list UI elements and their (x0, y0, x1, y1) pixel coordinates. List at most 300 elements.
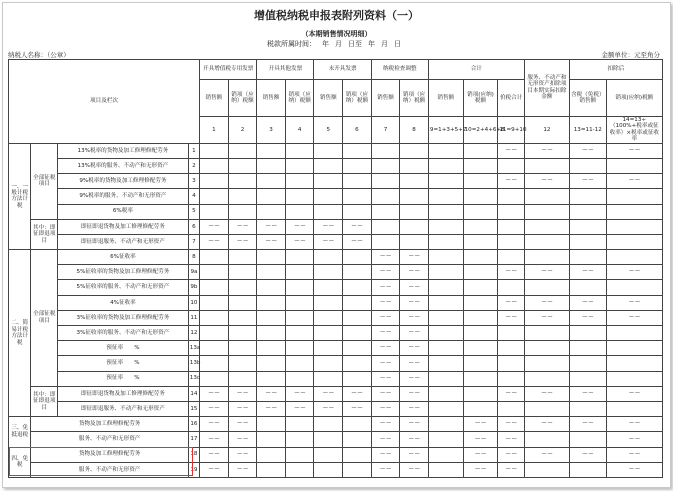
amount-cell[interactable] (314, 143, 343, 158)
amount-cell[interactable] (428, 341, 463, 356)
amount-cell[interactable] (569, 250, 606, 265)
amount-cell[interactable] (257, 371, 286, 386)
amount-cell[interactable] (400, 204, 429, 219)
amount-cell[interactable] (257, 356, 286, 371)
amount-cell[interactable] (285, 265, 314, 280)
amount-cell[interactable] (569, 371, 606, 386)
amount-cell[interactable] (498, 158, 525, 173)
amount-cell[interactable] (524, 204, 569, 219)
amount-cell[interactable] (257, 174, 286, 189)
amount-cell[interactable] (400, 174, 429, 189)
amount-cell[interactable] (228, 174, 257, 189)
amount-cell[interactable] (428, 158, 463, 173)
amount-cell[interactable] (606, 219, 662, 234)
header-sales-1: 销售额 (200, 80, 229, 116)
row-number: 7 (188, 234, 199, 249)
amount-cell[interactable] (257, 462, 286, 477)
not-applicable-cell: — — (200, 447, 229, 462)
amount-cell[interactable] (371, 204, 400, 219)
amount-cell[interactable] (200, 326, 229, 341)
amount-cell[interactable] (314, 462, 343, 477)
amount-cell[interactable] (569, 341, 606, 356)
amount-cell[interactable] (524, 462, 569, 477)
amount-cell[interactable] (314, 204, 343, 219)
amount-cell[interactable] (400, 234, 429, 249)
amount-cell[interactable] (463, 310, 498, 325)
amount-cell[interactable] (200, 310, 229, 325)
header-total-tax: 销项(应纳)税额 (463, 80, 498, 116)
table-row (9, 158, 663, 173)
amount-cell[interactable] (498, 371, 525, 386)
amount-cell[interactable] (257, 280, 286, 295)
not-applicable-cell: — — (606, 462, 662, 477)
amount-cell[interactable] (569, 356, 606, 371)
amount-cell[interactable] (463, 280, 498, 295)
amount-cell[interactable] (524, 219, 569, 234)
amount-cell[interactable] (463, 250, 498, 265)
amount-cell[interactable] (314, 174, 343, 189)
amount-cell[interactable] (285, 341, 314, 356)
not-applicable-cell: — — (257, 386, 286, 401)
amount-cell[interactable] (400, 143, 429, 158)
amount-cell[interactable] (257, 295, 286, 310)
amount-cell[interactable] (343, 189, 372, 204)
amount-cell[interactable] (606, 158, 662, 173)
amount-cell[interactable] (569, 280, 606, 295)
row-number: 13c (188, 371, 199, 386)
row-label: 3%征收率的服务、不动产和无形资产 (58, 326, 189, 341)
amount-cell[interactable] (606, 250, 662, 265)
table-row (9, 356, 663, 371)
amount-cell[interactable] (285, 250, 314, 265)
amount-cell[interactable] (314, 356, 343, 371)
row-number: 13b (188, 356, 199, 371)
amount-cell[interactable] (228, 310, 257, 325)
amount-cell[interactable] (200, 250, 229, 265)
amount-cell[interactable] (463, 204, 498, 219)
amount-cell[interactable] (463, 189, 498, 204)
period-month-end: 月 (381, 40, 388, 48)
not-applicable-cell: — — (498, 295, 525, 310)
amount-cell[interactable] (428, 143, 463, 158)
row-number: 9b (188, 280, 199, 295)
amount-cell[interactable] (343, 265, 372, 280)
amount-cell[interactable] (285, 462, 314, 477)
not-applicable-cell: — — (343, 386, 372, 401)
not-applicable-cell: — — (463, 447, 498, 462)
amount-cell[interactable] (428, 204, 463, 219)
amount-cell[interactable] (606, 189, 662, 204)
amount-cell[interactable] (498, 204, 525, 219)
amount-cell[interactable] (257, 447, 286, 462)
not-applicable-cell: — — (257, 219, 286, 234)
amount-cell[interactable] (314, 447, 343, 462)
not-applicable-cell: — — (606, 310, 662, 325)
header-sales-3: 销售额 (314, 80, 343, 116)
header-tax-2: 销项（应纳）税额 (285, 80, 314, 116)
not-applicable-cell: — — (400, 280, 429, 295)
table-row (9, 204, 663, 219)
not-applicable-cell: — — (569, 295, 606, 310)
amount-cell[interactable] (498, 234, 525, 249)
amount-cell[interactable] (569, 401, 606, 416)
amount-cell[interactable] (498, 280, 525, 295)
amount-cell[interactable] (343, 250, 372, 265)
amount-cell[interactable] (343, 158, 372, 173)
row-number: 3 (188, 174, 199, 189)
amount-cell[interactable] (285, 326, 314, 341)
amount-cell[interactable] (285, 447, 314, 462)
not-applicable-cell: — — (400, 250, 429, 265)
amount-cell[interactable] (228, 295, 257, 310)
amount-cell[interactable] (343, 371, 372, 386)
not-applicable-cell: — — (498, 386, 525, 401)
amount-cell[interactable] (569, 234, 606, 249)
amount-cell[interactable] (428, 310, 463, 325)
not-applicable-cell: — — (400, 265, 429, 280)
amount-cell[interactable] (428, 295, 463, 310)
not-applicable-cell: — — (371, 265, 400, 280)
amount-cell[interactable] (285, 295, 314, 310)
amount-cell[interactable] (569, 462, 606, 477)
amount-cell[interactable] (428, 265, 463, 280)
header-tax-1: 销项（应纳）税额 (228, 80, 257, 116)
taxpayer-name-label: 纳税人名称：（公章） (8, 51, 70, 59)
row-label: 4%征收率 (58, 295, 189, 310)
amount-cell[interactable] (524, 280, 569, 295)
amount-cell[interactable] (343, 341, 372, 356)
amount-cell[interactable] (228, 189, 257, 204)
amount-cell[interactable] (285, 204, 314, 219)
amount-cell[interactable] (463, 371, 498, 386)
amount-cell[interactable] (343, 432, 372, 447)
not-applicable-cell: — — (569, 143, 606, 158)
amount-cell[interactable] (428, 386, 463, 401)
amount-cell[interactable] (257, 341, 286, 356)
row-number: 11 (188, 310, 199, 325)
amount-cell[interactable] (606, 371, 662, 386)
header-after-tax: 销项(应纳)税额 (606, 80, 662, 116)
amount-cell[interactable] (257, 432, 286, 447)
amount-cell[interactable] (314, 280, 343, 295)
amount-cell[interactable] (285, 174, 314, 189)
amount-cell[interactable] (200, 341, 229, 356)
not-applicable-cell: — — (463, 462, 498, 477)
row-number: 1 (188, 143, 199, 158)
amount-cell[interactable] (228, 158, 257, 173)
amount-cell[interactable] (569, 204, 606, 219)
amount-cell[interactable] (569, 219, 606, 234)
amount-cell[interactable] (257, 143, 286, 158)
amount-cell[interactable] (524, 401, 569, 416)
col-num: 2 (228, 116, 257, 143)
amount-cell[interactable] (371, 189, 400, 204)
not-applicable-cell: — — (200, 432, 229, 447)
amount-cell[interactable] (314, 250, 343, 265)
amount-cell[interactable] (428, 356, 463, 371)
amount-cell[interactable] (314, 432, 343, 447)
amount-cell[interactable] (606, 401, 662, 416)
not-applicable-cell: — — (606, 143, 662, 158)
amount-cell[interactable] (200, 265, 229, 280)
amount-cell[interactable] (524, 158, 569, 173)
amount-cell[interactable] (343, 280, 372, 295)
amount-cell[interactable] (200, 356, 229, 371)
amount-cell[interactable] (200, 174, 229, 189)
not-applicable-cell: — — (371, 250, 400, 265)
table-row (9, 250, 663, 265)
amount-cell[interactable] (428, 326, 463, 341)
amount-cell[interactable] (285, 356, 314, 371)
amount-cell[interactable] (524, 326, 569, 341)
amount-cell[interactable] (343, 143, 372, 158)
header-total-sum: 价税合计 (498, 80, 525, 116)
amount-cell[interactable] (463, 401, 498, 416)
amount-cell[interactable] (400, 158, 429, 173)
amount-cell[interactable] (400, 219, 429, 234)
not-applicable-cell: — — (228, 386, 257, 401)
amount-cell[interactable] (343, 417, 372, 432)
amount-cell[interactable] (257, 326, 286, 341)
amount-cell[interactable] (428, 401, 463, 416)
amount-cell[interactable] (428, 371, 463, 386)
amount-cell[interactable] (463, 158, 498, 173)
amount-cell[interactable] (343, 174, 372, 189)
row-label: 5%征收率的服务、不动产和无形资产 (58, 280, 189, 295)
not-applicable-cell: — — (228, 447, 257, 462)
amount-cell[interactable] (463, 326, 498, 341)
not-applicable-cell: — — (314, 401, 343, 416)
amount-cell[interactable] (228, 326, 257, 341)
amount-cell[interactable] (524, 356, 569, 371)
not-applicable-cell: — — (343, 234, 372, 249)
amount-cell[interactable] (463, 386, 498, 401)
amount-cell[interactable] (498, 356, 525, 371)
amount-cell[interactable] (200, 189, 229, 204)
amount-cell[interactable] (498, 189, 525, 204)
amount-cell[interactable] (257, 189, 286, 204)
not-applicable-cell: — — (371, 447, 400, 462)
amount-cell[interactable] (428, 417, 463, 432)
amount-cell[interactable] (463, 265, 498, 280)
amount-cell[interactable] (285, 432, 314, 447)
amount-cell[interactable] (228, 204, 257, 219)
header-item: 项目及栏次 (9, 60, 200, 144)
duty-free-highlight-box (9, 447, 193, 476)
amount-cell[interactable] (200, 143, 229, 158)
not-applicable-cell: — — (371, 462, 400, 477)
amount-cell[interactable] (524, 250, 569, 265)
amount-cell[interactable] (314, 265, 343, 280)
amount-cell[interactable] (285, 280, 314, 295)
amount-cell[interactable] (228, 356, 257, 371)
amount-cell[interactable] (569, 189, 606, 204)
amount-cell[interactable] (257, 158, 286, 173)
amount-cell[interactable] (343, 310, 372, 325)
amount-cell[interactable] (200, 158, 229, 173)
amount-cell[interactable] (498, 250, 525, 265)
col-num: 4 (285, 116, 314, 143)
amount-cell[interactable] (314, 310, 343, 325)
amount-cell[interactable] (463, 341, 498, 356)
not-applicable-cell: — — (371, 326, 400, 341)
amount-cell[interactable] (498, 219, 525, 234)
not-applicable-cell: — — (371, 356, 400, 371)
amount-cell[interactable] (343, 295, 372, 310)
not-applicable-cell: — — (400, 310, 429, 325)
header-deduction: 服务、不动产和无形资产扣除项目本期实际扣除金额 (524, 60, 569, 117)
amount-cell[interactable] (524, 432, 569, 447)
amount-cell[interactable] (371, 234, 400, 249)
row-label: 13%税率的服务、不动产和无形资产 (58, 158, 189, 173)
not-applicable-cell: — — (371, 310, 400, 325)
amount-cell[interactable] (228, 265, 257, 280)
header-sales-2: 销售额 (257, 80, 286, 116)
amount-cell[interactable] (371, 143, 400, 158)
amount-cell[interactable] (314, 341, 343, 356)
amount-cell[interactable] (343, 356, 372, 371)
table-row (9, 310, 663, 325)
amount-cell[interactable] (498, 401, 525, 416)
amount-cell[interactable] (343, 204, 372, 219)
col-num: 6 (343, 116, 372, 143)
row-label: 服务、不动产和无形资产 (31, 432, 188, 447)
not-applicable-cell: — — (400, 371, 429, 386)
amount-cell[interactable] (606, 234, 662, 249)
amount-cell[interactable] (569, 326, 606, 341)
amount-cell[interactable] (257, 250, 286, 265)
amount-cell[interactable] (428, 234, 463, 249)
not-applicable-cell: — — (200, 234, 229, 249)
not-applicable-cell: — — (200, 462, 229, 477)
amount-cell[interactable] (228, 341, 257, 356)
header-sales-4: 销售额 (371, 80, 400, 116)
amount-cell[interactable] (428, 189, 463, 204)
col-num: 10=2+4+6+8 (463, 116, 498, 143)
amount-cell[interactable] (463, 356, 498, 371)
amount-cell[interactable] (285, 143, 314, 158)
amount-cell[interactable] (285, 371, 314, 386)
amount-cell[interactable] (228, 371, 257, 386)
tax-period (267, 39, 407, 49)
amount-cell[interactable] (524, 371, 569, 386)
amount-cell[interactable] (314, 158, 343, 173)
amount-cell[interactable] (314, 189, 343, 204)
amount-cell[interactable] (314, 371, 343, 386)
amount-cell[interactable] (343, 326, 372, 341)
amount-cell[interactable] (463, 143, 498, 158)
amount-cell[interactable] (371, 219, 400, 234)
amount-cell[interactable] (400, 189, 429, 204)
amount-cell[interactable] (200, 280, 229, 295)
not-applicable-cell: — — (498, 174, 525, 189)
section-general: 一、一般计税方法计税 (9, 143, 31, 249)
not-applicable-cell: — — (606, 265, 662, 280)
amount-cell[interactable] (606, 204, 662, 219)
not-applicable-cell: — — (400, 326, 429, 341)
row-number: 2 (188, 158, 199, 173)
amount-cell[interactable] (228, 143, 257, 158)
not-applicable-cell: — — (569, 447, 606, 462)
amount-cell[interactable] (314, 326, 343, 341)
not-applicable-cell: — — (569, 386, 606, 401)
not-applicable-cell: — — (371, 417, 400, 432)
row-number: 14 (188, 386, 199, 401)
amount-cell[interactable] (606, 326, 662, 341)
not-applicable-cell: — — (371, 371, 400, 386)
not-applicable-cell: — — (400, 417, 429, 432)
not-applicable-cell: — — (200, 417, 229, 432)
amount-cell[interactable] (200, 371, 229, 386)
row-number: 6 (188, 219, 199, 234)
amount-cell[interactable] (228, 280, 257, 295)
amount-cell[interactable] (228, 250, 257, 265)
amount-cell[interactable] (463, 234, 498, 249)
amount-cell[interactable] (463, 295, 498, 310)
amount-cell[interactable] (524, 234, 569, 249)
not-applicable-cell: — — (498, 265, 525, 280)
amount-cell[interactable] (371, 158, 400, 173)
amount-cell[interactable] (606, 356, 662, 371)
amount-cell[interactable] (314, 417, 343, 432)
amount-cell[interactable] (257, 417, 286, 432)
amount-cell[interactable] (463, 174, 498, 189)
amount-cell[interactable] (569, 432, 606, 447)
amount-cell[interactable] (428, 280, 463, 295)
amount-cell[interactable] (285, 158, 314, 173)
amount-cell[interactable] (498, 341, 525, 356)
amount-cell[interactable] (428, 447, 463, 462)
amount-cell[interactable] (606, 341, 662, 356)
amount-cell[interactable] (200, 204, 229, 219)
amount-cell[interactable] (314, 295, 343, 310)
amount-cell[interactable] (371, 174, 400, 189)
amount-cell[interactable] (428, 462, 463, 477)
amount-cell[interactable] (428, 219, 463, 234)
amount-cell[interactable] (524, 189, 569, 204)
amount-cell[interactable] (285, 189, 314, 204)
amount-cell[interactable] (257, 204, 286, 219)
row-label: 服务、不动产和无形资产 (31, 462, 188, 477)
amount-cell[interactable] (285, 417, 314, 432)
period-day-end: 日 (394, 40, 401, 48)
amount-cell[interactable] (257, 310, 286, 325)
amount-cell[interactable] (463, 219, 498, 234)
amount-cell[interactable] (498, 326, 525, 341)
amount-cell[interactable] (343, 447, 372, 462)
amount-cell[interactable] (343, 462, 372, 477)
row-label: 即征即退货物及加工修理修配劳务 (58, 219, 189, 234)
amount-cell[interactable] (428, 174, 463, 189)
amount-cell[interactable] (428, 250, 463, 265)
not-applicable-cell: — — (400, 341, 429, 356)
not-applicable-cell: — — (228, 219, 257, 234)
not-applicable-cell: — — (569, 417, 606, 432)
amount-cell[interactable] (285, 310, 314, 325)
amount-cell[interactable] (606, 280, 662, 295)
amount-cell[interactable] (200, 295, 229, 310)
not-applicable-cell: — — (498, 417, 525, 432)
amount-cell[interactable] (257, 265, 286, 280)
amount-cell[interactable] (569, 158, 606, 173)
period-year-end: 年 (368, 40, 375, 48)
amount-cell[interactable] (524, 341, 569, 356)
not-applicable-cell: — — (524, 386, 569, 401)
not-applicable-cell: — — (569, 310, 606, 325)
amount-cell[interactable] (428, 432, 463, 447)
row-label: 3%征收率的货物及加工修理修配劳务 (58, 310, 189, 325)
table-row (9, 189, 663, 204)
